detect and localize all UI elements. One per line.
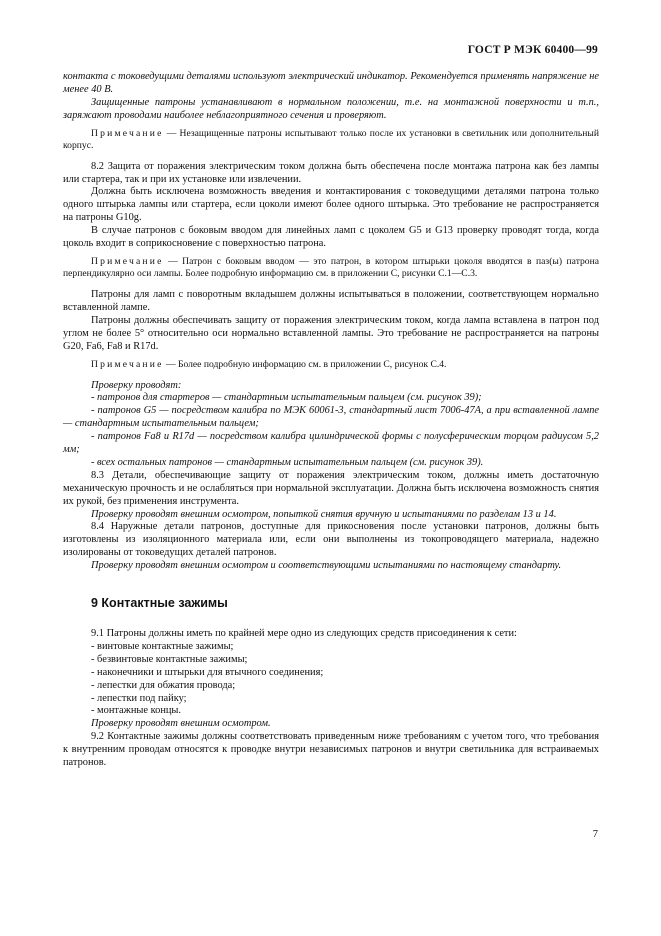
paragraph: Проверку проводят внешним осмотром и соответствующими испытаниями по настоящему стандарту. xyxy=(91,560,562,572)
list-item: - наконечники и штырьки для втычного соединения; xyxy=(91,666,324,678)
document-header: ГОСТ Р МЭК 60400—99 xyxy=(467,44,598,56)
paragraph: 8.3 Детали, обеспечивающие защиту от поражения электрическим током, должны иметь достаточную механическую прочность и не ослабляться при нормальной эксплуатации. Должна быть исключена возможность снятия их рукой, без применения инструмента. xyxy=(63,469,599,507)
paragraph: Должна быть исключена возможность введения и контактирования с токоведущими деталями патрона только одного штырька лампы или стартера, если цоколи имеют более одного штырька. Это требование не распространяется на патроны G10g. xyxy=(63,186,599,224)
paragraph: Патроны для ламп с поворотным вкладышем должны испытываться в положении, соответствующем нормально вставленной лампе. xyxy=(63,288,599,313)
list-item: - монтажные концы. xyxy=(91,705,182,717)
paragraph: Патроны должны обеспечивать защиту от поражения электрическим током, когда лампа вставлена в патрон под углом не более 5° относительно оси нормально вставленной лампы. Это требование не распространяется на патроны G20, Fa6, Fa8 и R17d. xyxy=(63,314,599,352)
list-item: - патронов Fa8 и R17d — посредством калибра цилиндрической формы с полусферическим торцом радиусом 5,2 мм; xyxy=(63,431,599,456)
paragraph: 8.2 Защита от поражения электрическим током должна быть обеспечена после монтажа патрона как без лампы или стартера, так и при их установке или извлечении. xyxy=(63,160,599,185)
note-text: — Незащищенные патроны испытывают только после их установки в светильник или дополнительный корпус. xyxy=(63,127,599,151)
list-item: - патронов G5 — посредством калибра по МЭК 60061-3, стандартный лист 7006-47А, а при вставленной лампе — стандартным испытательным пальцем; xyxy=(63,405,599,430)
note xyxy=(63,359,599,371)
note-label: Примечание xyxy=(91,358,164,370)
list-item: - лепестки под пайку; xyxy=(91,692,187,704)
list-item: - всех остальных патронов — стандартным испытательным пальцем (см. рисунок 39). xyxy=(91,456,484,468)
paragraph: Защищенные патроны устанавливают в нормальном положении, т.е. на монтажной поверхности и т.п., заряжают проводами наиболее неблагоприятного сечения и проверяют. xyxy=(63,96,599,121)
list-item: - винтовые контактные зажимы; xyxy=(91,640,234,652)
list-item: - патронов для стартеров — стандартным испытательным пальцем (см. рисунок 39); xyxy=(91,392,482,404)
note xyxy=(63,256,599,280)
list-item: - лепестки для обжатия провода; xyxy=(91,679,236,691)
note-text: — Более подробную информацию см. в приложении С, рисунок С.4. xyxy=(163,358,447,370)
page-number: 7 xyxy=(592,829,598,840)
section-heading: 9 Контактные зажимы xyxy=(91,596,228,611)
note xyxy=(63,128,599,152)
note-label: Примечание xyxy=(91,127,164,139)
paragraph: 9.2 Контактные зажимы должны соответствовать приведенным ниже требованиям с учетом того, что требования к внутренним проводам относятся к проводке внутри независимых патронов и внутри светильника для встраиваемых патронов. xyxy=(63,731,599,769)
note-label: Примечание xyxy=(91,255,164,267)
paragraph: Проверку проводят внешним осмотром. xyxy=(91,718,271,730)
note-text: — Патрон с боковым вводом — это патрон, в котором штырьки цоколя вводятся в паз(ы) патрона перпендикулярно оси лампы. Более подробную информацию см. в приложении С, рисунки С.1—С.3. xyxy=(63,255,599,279)
paragraph: 9.1 Патроны должны иметь по крайней мере одно из следующих средств присоединения к сети: xyxy=(91,628,517,639)
list-item: - безвинтовые контактные зажимы; xyxy=(91,653,248,665)
paragraph: 8.4 Наружные детали патронов, доступные для прикосновения после установки патронов, должны быть изготовлены из изоляционного материала или, если они выполнены из токопроводящего материала, надежно изолированы от токоведущих деталей патронов. xyxy=(63,521,599,559)
paragraph: Проверку проводят внешним осмотром, попыткой снятия вручную и испытаниями по разделам 13 и 14. xyxy=(91,508,557,520)
paragraph: контакта с токоведущими деталями используют электрический индикатор. Рекомендуется применять напряжение не менее 40 В. xyxy=(63,71,599,95)
paragraph: Проверку проводят: xyxy=(91,379,182,391)
paragraph: В случае патронов с боковым вводом для линейных ламп с цоколем G5 и G13 проверку проводят тогда, когда цоколь входит в соприкосновение с поверхностью патрона. xyxy=(63,225,599,250)
document-body xyxy=(63,71,599,770)
